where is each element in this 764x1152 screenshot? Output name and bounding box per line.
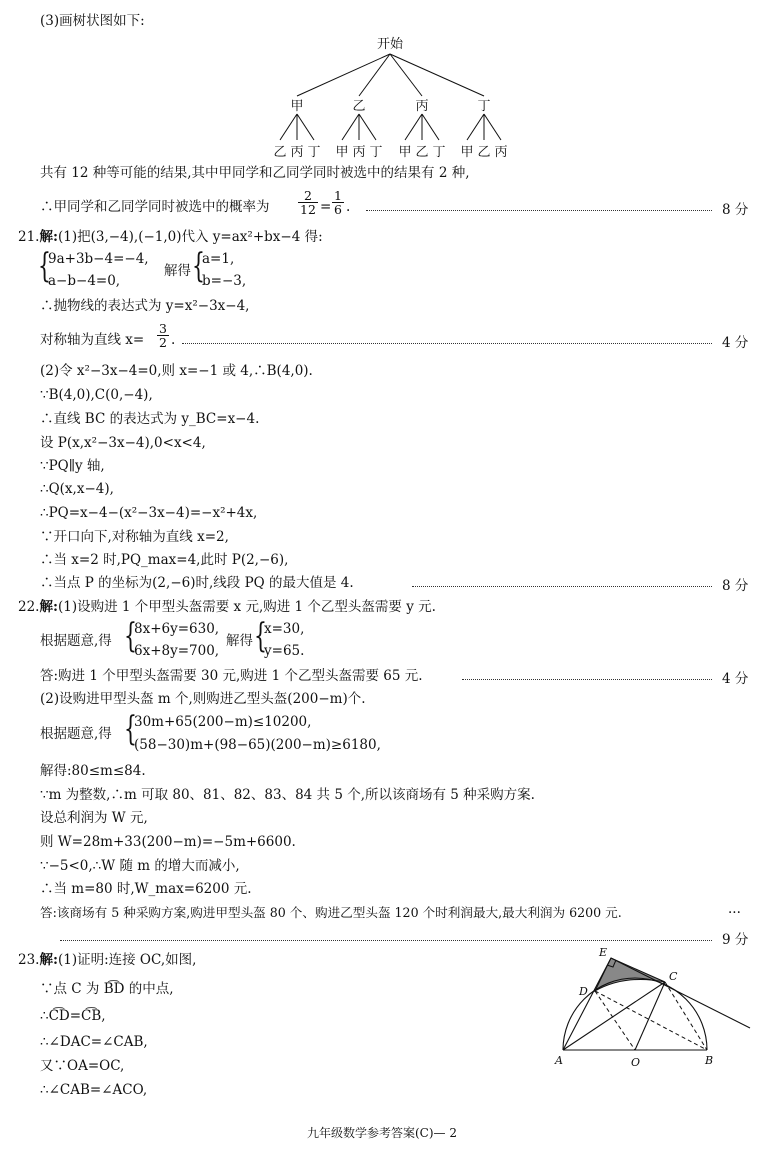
q23-number: 23. [18, 952, 40, 968]
q22-l5-prefix: 根据题意,得 [40, 726, 112, 742]
q22-l2-prefix: 根据题意,得 [40, 633, 112, 649]
label-E: E [599, 946, 608, 959]
q21-l4-suffix: . [171, 332, 176, 348]
q22-score-2: 9 分 [722, 932, 749, 948]
q20-part3-intro: (3)画树状图如下: [40, 13, 145, 29]
q22-l1: (1)设购进 1 个甲型头盔需要 x 元,购进 1 个乙型头盔需要 y 元. [57, 599, 436, 615]
tree-leaf: 乙 [415, 145, 429, 160]
q22-number: 22. [18, 599, 40, 615]
tree-leaf: 丁 [432, 145, 446, 160]
q22-jie: 解: [39, 599, 58, 615]
tree-leaf: 甲 [460, 145, 474, 160]
q20-total-line: 共有 12 种等可能的结果,其中甲同学和乙同学同时被选中的结果有 2 种, [40, 165, 470, 181]
q22-line1 [18, 598, 436, 616]
q21-number: 21. [18, 229, 40, 245]
q23-l1: (1)证明:连接 OC,如图, [57, 952, 197, 968]
q21-l12: ∵开口向下,对称轴为直线 x=2, [40, 529, 229, 545]
label-A: A [555, 1054, 563, 1067]
q22-l10: ∵−5<0,∴W 随 m 的增大而减小, [40, 858, 240, 874]
dotted-leader [462, 679, 712, 680]
q21-sys1-b: a−b−4=0, [48, 273, 121, 289]
q20-prob-line [40, 198, 270, 216]
q22-solve: 解得 [226, 633, 253, 649]
frac-den: 12 [300, 202, 316, 217]
q20-eq: = [320, 199, 332, 215]
tree-leaf: 丙 [290, 145, 304, 160]
q21-l9: ∵PQ∥y 轴, [40, 458, 105, 474]
frac-den: 6 [334, 202, 342, 217]
q21-sol1-b: b=−3, [202, 273, 247, 289]
tree-leaf: 甲 [335, 145, 349, 160]
label-D: D [579, 985, 588, 998]
q21-l8: 设 P(x,x²−3x−4),0<x<4, [40, 435, 206, 451]
q23-line1 [18, 951, 196, 969]
tree-diagram [270, 32, 530, 162]
q22-sys1-b: 6x+8y=700, [134, 643, 220, 659]
q20-score: 8 分 [722, 202, 749, 218]
dotted-leader [182, 343, 712, 344]
frac-num: 2 [304, 188, 312, 203]
q21-line1 [18, 228, 323, 246]
q23-l6: ∴∠CAB=∠ACO, [40, 1082, 148, 1098]
q21-l4-prefix: 对称轴为直线 x= [40, 332, 145, 348]
q22-sys2-a: 30m+65(200−m)≤10200, [134, 714, 312, 730]
q22-l12-text: 答:该商场有 5 种采购方案,购进甲型头盔 80 个、购进乙型头盔 120 个时利润最大,最大利润为 6200 元. [40, 905, 622, 920]
brace: { [38, 246, 51, 286]
q21-solve: 解得 [164, 263, 191, 279]
q21-l3: ∴抛物线的表达式为 y=x²−3x−4, [40, 298, 250, 314]
tree-leaf: 丙 [352, 145, 366, 160]
q22-sys2-b: (58−30)m+(98−65)(200−m)≥6180, [134, 737, 381, 753]
tree-leaf: 乙 [273, 145, 287, 160]
q21-sys1-a: 9a+3b−4=−4, [48, 251, 149, 267]
q22-l3: 答:购进 1 个甲型头盔需要 30 元,购进 1 个乙型头盔需要 65 元. [40, 668, 423, 684]
q23-jie: 解: [39, 952, 58, 968]
label-O: O [631, 1056, 641, 1069]
q21-l7: ∴直线 BC 的表达式为 y_BC=x−4. [40, 411, 260, 427]
brace: { [254, 616, 267, 656]
q21-l5: (2)令 x²−3x−4=0,则 x=−1 或 4,∴B(4,0). [40, 363, 313, 379]
q22-l8: 设总利润为 W 元, [40, 810, 148, 826]
tree-node-2: 乙 [352, 99, 366, 114]
q21-l6: ∵B(4,0),C(0,−4), [40, 387, 153, 403]
dotted-leader [60, 940, 712, 941]
q23-l5: 又∵OA=OC, [40, 1058, 125, 1074]
q21-l1: (1)把(3,−4),(−1,0)代入 y=ax²+bx−4 得: [57, 229, 323, 245]
tree-node-1: 甲 [290, 99, 304, 114]
q21-jie: 解: [39, 229, 58, 245]
q22-l4: (2)设购进甲型头盔 m 个,则购进乙型头盔(200−m)个. [40, 691, 366, 707]
tree-leaf: 丁 [307, 145, 321, 160]
q21-l4 [40, 331, 144, 349]
q22-sys1-a: 8x+6y=630, [134, 621, 220, 637]
shaded-region [595, 958, 665, 991]
q20-prob-prefix: ∴甲同学和乙同学同时被选中的概率为 [40, 199, 270, 215]
q22-l9: 则 W=28m+33(200−m)=−5m+6600. [40, 834, 296, 850]
brace: { [124, 709, 137, 749]
q21-l13: ∴当 x=2 时,PQ_max=4,此时 P(2,−6), [40, 552, 289, 568]
brace: { [124, 616, 137, 656]
dotted-leader [412, 586, 712, 587]
q21-score-1: 4 分 [722, 335, 749, 351]
q21-frac [157, 322, 169, 349]
q22-l11: ∴当 m=80 时,W_max=6200 元. [40, 881, 252, 897]
geometry-figure [545, 946, 760, 1076]
frac-den: 2 [159, 335, 167, 350]
tree-leaf: 丙 [494, 145, 508, 160]
q22-sol1-a: x=30, [264, 621, 305, 637]
page-footer: 九年级数学参考答案(C)— 2 [307, 1126, 457, 1140]
q22-sol1-b: y=65. [264, 643, 305, 659]
tree-leaf: 丁 [369, 145, 383, 160]
tree-root: 开始 [376, 37, 404, 52]
tree-leaf: 乙 [477, 145, 491, 160]
q20-frac-2 [332, 189, 344, 216]
q22-l12 [40, 904, 622, 922]
q22-score-1: 4 分 [722, 671, 749, 687]
q23-l3: ∴C͡D=C͡B, [40, 1008, 106, 1024]
q21-score-2: 8 分 [722, 578, 749, 594]
frac-num: 3 [159, 321, 167, 336]
q21-l14: ∴当点 P 的坐标为(2,−6)时,线段 PQ 的最大值是 4. [40, 575, 354, 591]
q22-l7: ∵m 为整数,∴m 可取 80、81、82、83、84 共 5 个,所以该商场有 5 种采购方案. [40, 787, 535, 803]
tree-node-3: 丙 [415, 99, 429, 114]
q20-period: . [346, 199, 351, 215]
tree-node-4: 丁 [477, 99, 491, 114]
label-B: B [705, 1054, 714, 1067]
q20-frac-1 [298, 189, 318, 216]
brace: { [192, 246, 205, 286]
q21-l10: ∴Q(x,x−4), [40, 481, 114, 497]
frac-num: 1 [334, 188, 342, 203]
dotted-leader [366, 210, 712, 211]
q23-l2: ∵点 C 为 B͡D 的中点, [40, 981, 174, 997]
q22-l6: 解得:80≤m≤84. [40, 763, 146, 779]
tree-leaf: 甲 [398, 145, 412, 160]
label-C: C [669, 970, 678, 983]
q23-l4: ∴∠DAC=∠CAB, [40, 1034, 148, 1050]
q21-sol1-a: a=1, [202, 251, 235, 267]
q21-l11: ∴PQ=x−4−(x²−3x−4)=−x²+4x, [40, 505, 258, 521]
q22-ellipsis-end: ··· [728, 905, 741, 921]
